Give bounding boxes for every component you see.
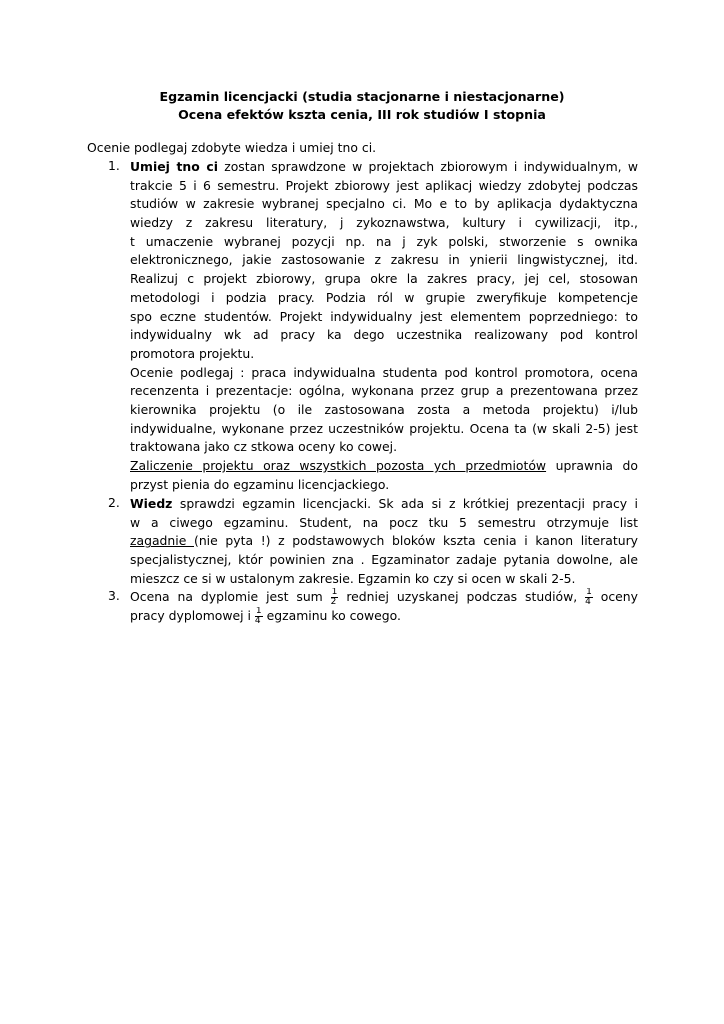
item-2-line: mieszcz ce si w ustalonym zakresie. Egzamin ko czy si ocen w skali 2-5. — [130, 570, 576, 586]
item-1-line: kierownika projektu (o ile zastosowana zosta a metoda projektu) i/lub — [130, 401, 638, 417]
item-1-line: t umaczenie wybranej pozycji np. na j zyk polski, stworzenie s ownika — [130, 233, 638, 249]
item-2-line: w a ciwego egzaminu. Student, na pocz tku 5 semestru otrzymuje list — [130, 514, 638, 530]
item-2-line: specjalistycznej, któr powinien zna . Egzaminator zadaje pytania dowolne, ale — [130, 552, 638, 568]
item-3-number: 3. — [108, 588, 120, 603]
item-1-number: 1. — [108, 158, 120, 173]
item-2-line: Wiedz sprawdzi egzamin licencjacki. Sk ada si z krótkiej prezentacji pracy i — [130, 496, 638, 511]
item-1-line: recenzenta i prezentacje: ogólna, wykonana przez grup a prezentowana przez — [130, 383, 638, 399]
item-1-line: trakcie 5 i 6 semestru. Projekt zbiorowy jest aplikacj wiedzy zdobytej podczas — [130, 177, 638, 193]
item-2-number: 2. — [108, 495, 120, 510]
item-3-body — [130, 588, 638, 625]
fraction-one-half: $\frac{1}{2}$ — [330, 588, 338, 607]
item-3-line-1: Ocena na dyplomie jest sum $\frac{1}{2}$ redniej uzyskanej podczas studiów, $\frac{1}{4}$ oceny — [130, 588, 638, 607]
item-2-line: zagadnie (nie pyta !) z podstawowych bloków kszta cenia i kanon literatury — [130, 533, 638, 549]
item-1-line: wiedzy z zakresu literatury, j zykoznawstwa, kultury i cywilizacji, itp., — [130, 215, 638, 231]
item-1-body — [130, 158, 638, 494]
item-1-line: promotora projektu. — [130, 345, 255, 361]
item-2-body — [130, 495, 638, 588]
item-1-line: Realizuj c projekt zbiorowy, grupa okre la zakres pracy, jej cel, stosowan — [130, 271, 638, 287]
intro-text: Ocenie podlegaj zdobyte wiedza i umiej tno ci. — [87, 140, 377, 155]
item-1-line: indywidualny wk ad pracy ka dego uczestnika realizowany pod kontrol — [130, 327, 638, 343]
item-1-line: Ocenie podlegaj : praca indywidualna studenta pod kontrol promotora, ocena — [130, 364, 638, 380]
fraction-one-quarter: $\frac{1}{4}$ — [254, 606, 262, 626]
item-1-line: przyst pienia do egzaminu licencjackiego. — [130, 476, 390, 492]
item-1-line: traktowana jako cz stkowa oceny ko cowej. — [130, 439, 398, 455]
document-title: Egzamin licencjacki (studia stacjonarne i niestacjonarne) — [159, 89, 565, 104]
document-subtitle: Ocena efektów kszta cenia, III rok studiów I stopnia — [178, 107, 546, 122]
item-1-line: Umiej tno ci zostan sprawdzone w projektach zbiorowym i indywidualnym, w — [130, 159, 638, 174]
item-1-line: indywidualne, wykonane przez uczestników projektu. Ocena ta (w skali 2-5) jest — [130, 420, 638, 436]
item-1-line: metodologi i podzia pracy. Podzia ról w grupie zweryfikuje kompetencje — [130, 289, 638, 305]
item-1-line: elektronicznego, jakie zastosowanie z zakresu in ynierii lingwistycznej, itd. — [130, 252, 638, 268]
item-1-line: Zaliczenie projektu oraz wszystkich pozosta ych przedmiotów uprawnia do — [130, 458, 638, 473]
item-1-line: spo eczne studentów. Projekt indywidualny jest elementem poprzedniego: to — [130, 308, 638, 324]
item-1-line: studiów w zakresie wybranej specjalno ci. Mo e to by aplikacja dydaktyczna — [130, 196, 638, 212]
fraction-one-quarter: $\frac{1}{4}$ — [585, 588, 592, 607]
item-3-line-2: pracy dyplomowej i $\frac{1}{4}$ egzaminu ko cowego. — [130, 606, 401, 626]
